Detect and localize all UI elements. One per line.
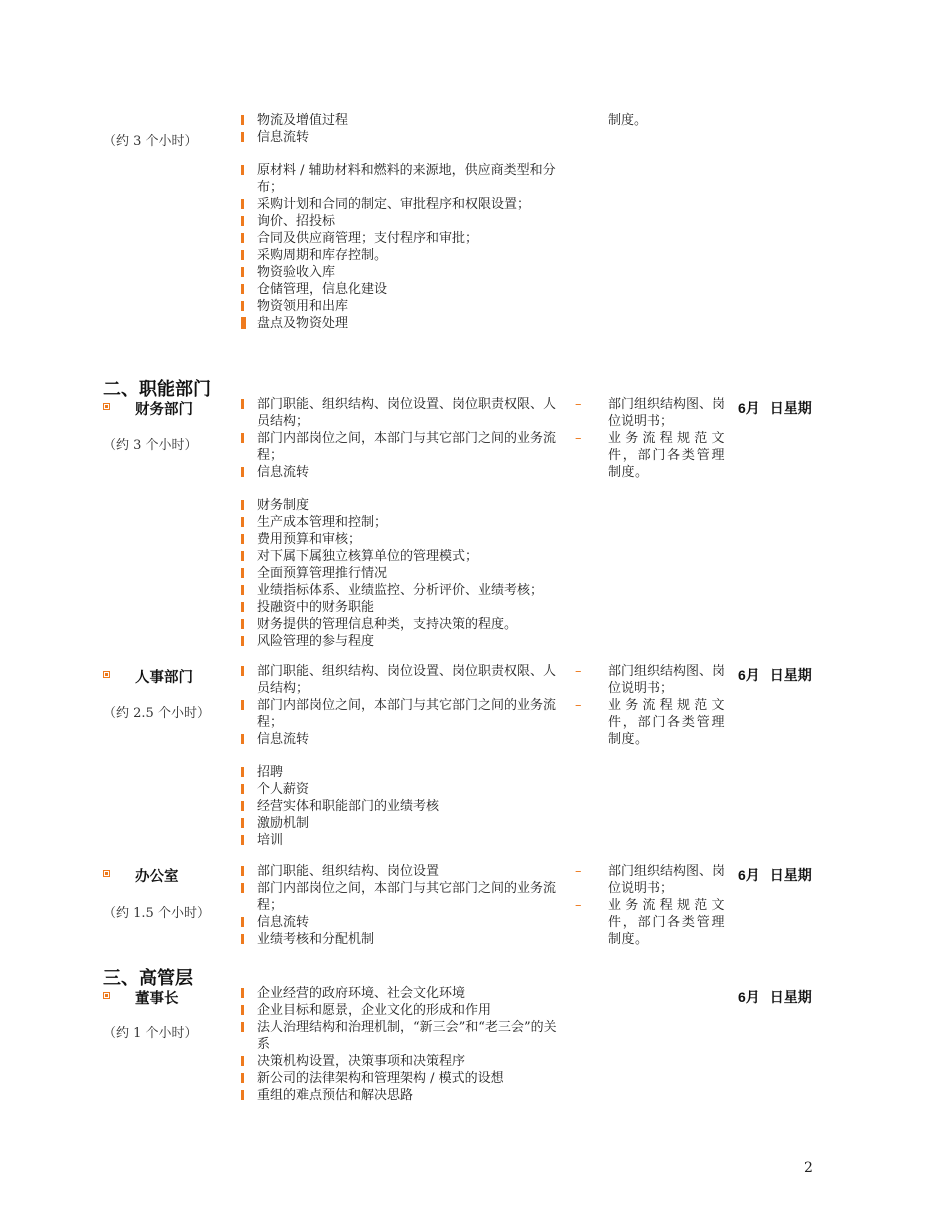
- list-item: 仓储管理，信息化建设: [241, 281, 561, 298]
- finance-bullets: [241, 396, 561, 650]
- list-item: 部门内部岗位之间，本部门与其它部门之间的业务流程；: [241, 430, 561, 464]
- finance-date: 6月 日星期: [738, 400, 812, 416]
- list-item: 重组的难点预估和解决思路: [241, 1087, 561, 1104]
- list-item: – 业务流程规范文件，部门各类管理制度。: [575, 431, 725, 480]
- list-item: – 部门组织结构图、岗位说明书；: [575, 397, 726, 429]
- list-item: 原材料 / 辅助材料和燃料的来源地，供应商类型和分布；: [241, 162, 561, 196]
- top-hours: （约 3 个小时）: [103, 134, 198, 149]
- section-title-executives: 三、高管层: [103, 968, 193, 988]
- hr-hours: （约 2.5 个小时）: [103, 706, 210, 721]
- office-hours: （约 1.5 个小时）: [103, 906, 210, 921]
- chairman-date: 6月 日星期: [738, 989, 812, 1005]
- list-item: 合同及供应商管理；支付程序和审批；: [241, 230, 561, 247]
- bullet-bar-icon: [241, 801, 244, 811]
- chairman-bullets: [241, 985, 561, 1104]
- list-item: 询价、招投标: [241, 213, 561, 230]
- list-item: 法人治理结构和治理机制，“新三会”和“老三会”的关系: [241, 1019, 561, 1053]
- bullet-bar-icon: [241, 784, 244, 794]
- bullet-bar-icon: [241, 199, 244, 209]
- dept-title-office: 办公室: [103, 865, 179, 886]
- list-item: 部门内部岗位之间，本部门与其它部门之间的业务流程；: [241, 880, 561, 914]
- dash-bullet-icon: –: [575, 431, 582, 446]
- bullet-bar-icon: [241, 301, 244, 311]
- dept-title-hr: 人事部门: [103, 666, 193, 687]
- list-item: 信息流转: [241, 731, 561, 748]
- finance-docs: [575, 396, 725, 481]
- list-item: – 业务流程规范文件，部门各类管理制度。: [575, 898, 725, 947]
- bullet-bar-icon: [241, 585, 244, 595]
- bullet-bar-icon: [241, 734, 244, 744]
- list-item: 部门内部岗位之间，本部门与其它部门之间的业务流程；: [241, 697, 561, 731]
- checkbox-square-icon: [103, 870, 110, 877]
- list-item: 个人薪资: [241, 781, 561, 798]
- list-item: 采购计划和合同的制定、审批程序和权限设置；: [241, 196, 561, 213]
- dept-title-finance: 财务部门: [103, 398, 193, 419]
- office-docs: [575, 863, 725, 948]
- dash-bullet-icon: –: [575, 664, 582, 679]
- bullet-bar-icon: [241, 619, 244, 629]
- bullet-bar-icon: [241, 233, 244, 243]
- bullet-bar-icon: [241, 216, 244, 226]
- bullet-bar-icon: [241, 602, 244, 612]
- bullet-bar-icon: [241, 666, 244, 676]
- bullet-bar-icon: [241, 568, 244, 578]
- list-item: 业绩考核和分配机制: [241, 931, 561, 948]
- list-item: 采购周期和库存控制。: [241, 247, 561, 264]
- list-item: 部门职能、组织结构、岗位设置: [241, 863, 561, 880]
- bullet-bar-icon: [241, 818, 244, 828]
- bullet-bar-icon: [241, 1090, 244, 1100]
- list-item: 风险管理的参与程度: [241, 633, 561, 650]
- list-item: 信息流转: [241, 464, 561, 481]
- list-item: 信息流转: [241, 129, 561, 146]
- list-item: 财务提供的管理信息种类，支持决策的程度。: [241, 616, 561, 633]
- office-date: 6月 日星期: [738, 867, 812, 883]
- list-item: 费用预算和审核；: [241, 531, 561, 548]
- list-item: 投融资中的财务职能: [241, 599, 561, 616]
- list-item: 全面预算管理推行情况: [241, 565, 561, 582]
- checkbox-square-icon: [103, 671, 110, 678]
- top-doc-tail: 制度。: [608, 113, 648, 128]
- bullet-bar-icon: [241, 1022, 244, 1032]
- list-item: 经营实体和职能部门的业绩考核: [241, 798, 561, 815]
- bullet-bar-icon: [241, 399, 244, 409]
- bullet-bar-icon: [241, 132, 244, 142]
- bullet-bar-icon: [241, 267, 244, 277]
- list-item: – 业务流程规范文件，部门各类管理制度。: [575, 698, 725, 747]
- bullet-bar-icon: [241, 1005, 244, 1015]
- office-bullets: [241, 863, 561, 948]
- bullet-bar-icon: [241, 835, 244, 845]
- list-item: 物资领用和出库: [241, 298, 561, 315]
- bullet-bar-icon: [241, 934, 244, 944]
- list-item: 物流及增值过程: [241, 112, 561, 129]
- dash-bullet-icon: –: [575, 898, 582, 913]
- dept-title-chairman: 董事长: [103, 987, 179, 1008]
- list-item: 决策机构设置，决策事项和决策程序: [241, 1053, 561, 1070]
- bullet-bar-icon: [241, 866, 244, 876]
- list-item: 招聘: [241, 764, 561, 781]
- dash-bullet-icon: –: [575, 397, 582, 412]
- bullet-bar-icon: [241, 115, 244, 125]
- checkbox-square-icon: [103, 403, 110, 410]
- finance-hours: （约 3 个小时）: [103, 438, 198, 453]
- bullet-bar-icon: [241, 534, 244, 544]
- bullet-bar-icon: [241, 1056, 244, 1066]
- list-item: 信息流转: [241, 914, 561, 931]
- checkbox-square-icon: [103, 992, 110, 999]
- bullet-bar-icon: [241, 250, 244, 260]
- list-item: – 部门组织结构图、岗位说明书；: [575, 864, 726, 896]
- list-item: 业绩指标体系、业绩监控、分析评价、业绩考核；: [241, 582, 561, 599]
- bullet-bar-icon: [241, 700, 244, 710]
- bullet-bar-icon: [241, 636, 244, 646]
- list-item: 部门职能、组织结构、岗位设置、岗位职责权限、人员结构；: [241, 396, 561, 430]
- list-item: 激励机制: [241, 815, 561, 832]
- list-item: 财务制度: [241, 497, 561, 514]
- hr-docs: [575, 663, 725, 748]
- list-item: 培训: [241, 832, 561, 849]
- bullet-bar-icon: [241, 317, 246, 329]
- bullet-bar-icon: [241, 165, 244, 175]
- list-item: 企业目标和愿景，企业文化的形成和作用: [241, 1002, 561, 1019]
- list-item: 生产成本管理和控制；: [241, 514, 561, 531]
- list-item: 部门职能、组织结构、岗位设置、岗位职责权限、人员结构；: [241, 663, 561, 697]
- list-item: 新公司的法律架构和管理架构 / 模式的设想: [241, 1070, 561, 1087]
- bullet-bar-icon: [241, 1073, 244, 1083]
- bullet-bar-icon: [241, 467, 244, 477]
- bullet-bar-icon: [241, 500, 244, 510]
- bullet-bar-icon: [241, 284, 244, 294]
- dash-bullet-icon: –: [575, 698, 582, 713]
- page-number: 2: [804, 1160, 813, 1176]
- list-item: 盘点及物资处理: [241, 315, 561, 332]
- list-item: – 部门组织结构图、岗位说明书；: [575, 664, 726, 696]
- list-item: 对下属下属独立核算单位的管理模式；: [241, 548, 561, 565]
- bullet-bar-icon: [241, 551, 244, 561]
- bullet-bar-icon: [241, 767, 244, 777]
- section-title-functional: 二、职能部门: [103, 379, 211, 399]
- dash-bullet-icon: –: [575, 864, 582, 879]
- bullet-bar-icon: [241, 433, 244, 443]
- bullet-bar-icon: [241, 883, 244, 893]
- bullet-bar-icon: [241, 517, 244, 527]
- list-item: 物资验收入库: [241, 264, 561, 281]
- bullet-bar-icon: [241, 988, 244, 998]
- bullet-bar-icon: [241, 917, 244, 927]
- list-item: 企业经营的政府环境、社会文化环境: [241, 985, 561, 1002]
- chairman-hours: （约 1 个小时）: [103, 1026, 198, 1041]
- top-bullets-a: [241, 112, 561, 332]
- hr-bullets: [241, 663, 561, 849]
- hr-date: 6月 日星期: [738, 667, 812, 683]
